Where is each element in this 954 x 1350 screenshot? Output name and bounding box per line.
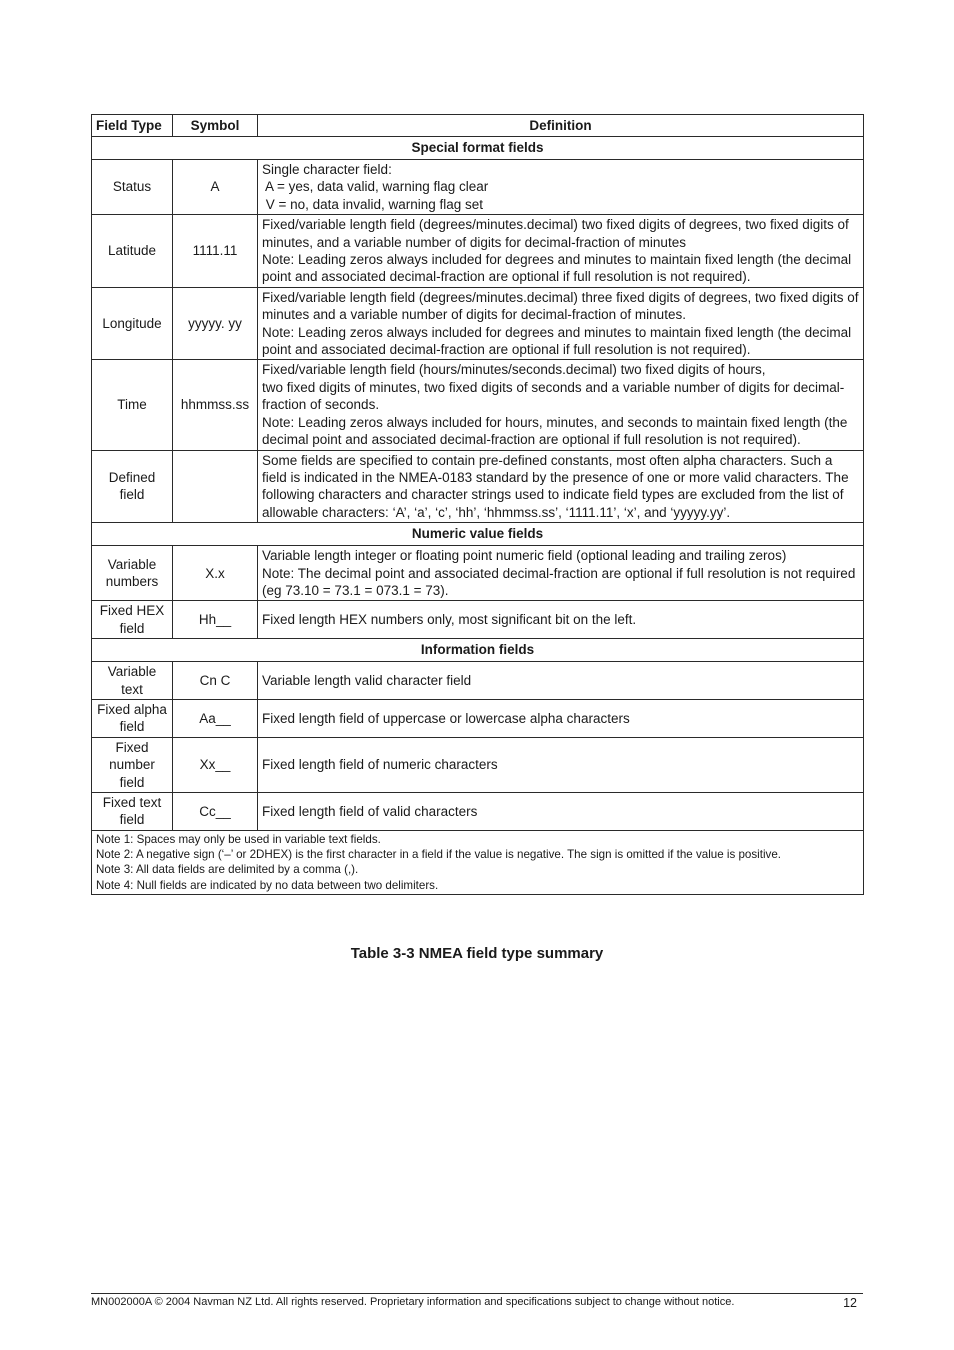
definition-line: two fixed digits of minutes, two fixed digits of seconds and a variable number of digits for decimal-fraction of seconds.: [262, 379, 845, 413]
definition-cell: [258, 160, 864, 215]
table-row: [92, 601, 864, 639]
table-header-row: [92, 115, 864, 137]
notes-row: [92, 830, 864, 894]
definition-cell: [258, 601, 864, 639]
symbol-cell: 1111.11: [173, 215, 258, 288]
table-row: [92, 160, 864, 215]
symbol-cell: X.x: [173, 546, 258, 601]
section-row-information: [92, 639, 864, 662]
definition-line: Fixed length field of valid characters: [262, 803, 478, 819]
definition-line: Note: Leading zeros always included for degrees and minutes to maintain fixed length (the decimal point and associated decimal-fraction are optional if full resolution is not required).: [262, 324, 852, 358]
definition-line: Some fields are specified to contain pre-defined constants, most often alpha characters. Such a field is indicated in the NMEA-0183 standard by the presence of one or more valid characters. The following characters and character strings used to indicate field types are excluded from the list of allowable characters: ‘A’, ‘a’, ‘c’, ‘hh’, ‘hhmmss.ss’, ‘1111.11’, ‘x’, and ‘yyyyy.yy’.: [262, 452, 849, 520]
symbol-cell: hhmmss.ss: [173, 360, 258, 450]
definition-cell: [258, 360, 864, 450]
symbol-cell: yyyyy. yy: [173, 287, 258, 360]
definition-line: V = no, data invalid, warning flag set: [262, 196, 484, 212]
table-row: [92, 450, 864, 523]
section-row-special: [92, 137, 864, 160]
table-caption: Table 3-3 NMEA field type summary: [350, 945, 604, 962]
section-row-numeric: [92, 523, 864, 546]
definition-line: Variable length integer or floating point numeric field (optional leading and trailing zeros): [262, 548, 787, 564]
definition-cell: [258, 662, 864, 700]
definition-line: Fixed length field of uppercase or lowercase alpha characters: [262, 710, 630, 726]
field-type-cell: Status: [92, 160, 173, 215]
definition-line: Fixed/variable length field (degrees/minutes.decimal) two fixed digits of degrees, two fixed digits of minutes, and a variable number of digits for decimal-fraction of minutes: [262, 217, 849, 250]
field-type-cell: Defined field: [92, 450, 173, 523]
symbol-cell: Aa__: [173, 699, 258, 737]
definition-cell: [258, 699, 864, 737]
table-row: [92, 737, 864, 792]
definition-line: Note: The decimal point and associated decimal-fraction are optional if full resolution is not required (eg 73.10 = 73.1 = 073.1 = 73).: [262, 565, 856, 598]
table-row: [92, 699, 864, 737]
header-symbol: Symbol: [173, 115, 258, 137]
symbol-cell: Xx__: [173, 737, 258, 792]
definition-cell: [258, 450, 864, 523]
footer-divider: [91, 1293, 863, 1294]
header-field-type: Field Type: [92, 115, 173, 137]
definition-cell: [258, 793, 864, 831]
field-type-cell: Latitude: [92, 215, 173, 288]
definition-line: A = yes, data valid, warning flag clear: [262, 179, 489, 195]
field-type-cell: Fixed number field: [92, 737, 173, 792]
definition-line: Single character field:: [262, 162, 392, 177]
symbol-cell: [173, 450, 258, 523]
definition-line: Fixed/variable length field (hours/minutes/seconds.decimal) two fixed digits of hours,: [262, 362, 766, 378]
page-number: 12: [843, 1296, 857, 1310]
table-row: [92, 360, 864, 450]
symbol-cell: A: [173, 160, 258, 215]
section-heading: Special format fields: [92, 137, 864, 160]
field-type-cell: Fixed HEX field: [92, 601, 173, 639]
field-type-cell: Time: [92, 360, 173, 450]
footer-copyright: MN002000A © 2004 Navman NZ Ltd. All rights reserved. Proprietary information and specifications subject to change without notice.: [91, 1296, 735, 1308]
definition-line: Fixed/variable length field (degrees/minutes.decimal) three fixed digits of degrees, two fixed digits of minutes and a variable number of digits for decimal-fraction of minutes.: [262, 289, 859, 323]
field-type-cell: Fixed text field: [92, 793, 173, 831]
definition-cell: [258, 737, 864, 792]
note-line: Note 4: Null fields are indicated by no data between two delimiters.: [96, 878, 439, 892]
definition-line: Note: Leading zeros always included for hours, minutes, and seconds to maintain fixed length (the decimal point and associated decimal-fraction are optional if full resolution is not required).: [262, 414, 848, 448]
table-row: [92, 546, 864, 601]
definition-line: Note: Leading zeros always included for degrees and minutes to maintain fixed length (the decimal point and associated decimal-fraction are optional if full resolution is not required).: [262, 252, 852, 285]
field-type-cell: Longitude: [92, 287, 173, 360]
table-row: [92, 287, 864, 360]
note-line: Note 1: Spaces may only be used in variable text fields.: [96, 832, 381, 846]
symbol-cell: Cn C: [173, 662, 258, 700]
definition-cell: [258, 546, 864, 601]
field-type-cell: Fixed alpha field: [92, 699, 173, 737]
field-type-cell: Variable text: [92, 662, 173, 700]
symbol-cell: Hh__: [173, 601, 258, 639]
table-row: [92, 793, 864, 831]
section-heading: Numeric value fields: [92, 523, 864, 546]
nmea-field-type-table: [91, 114, 864, 895]
section-heading: Information fields: [92, 639, 864, 662]
field-type-cell: Variable numbers: [92, 546, 173, 601]
note-line: Note 3: All data fields are delimited by a comma (,).: [96, 863, 359, 877]
definition-cell: [258, 215, 864, 288]
symbol-cell: Cc__: [173, 793, 258, 831]
definition-line: Variable length valid character field: [262, 672, 472, 688]
definition-line: Fixed length HEX numbers only, most significant bit on the left.: [262, 612, 637, 628]
notes-cell: [92, 830, 864, 894]
definition-line: Fixed length field of numeric characters: [262, 757, 498, 773]
header-definition: Definition: [258, 115, 864, 137]
note-line: Note 2: A negative sign (‘–’ or 2DHEX) is the first character in a field if the value is negative. The sign is omitted if the value is positive.: [96, 848, 782, 862]
definition-cell: [258, 287, 864, 360]
table-row: [92, 215, 864, 288]
table-row: [92, 662, 864, 700]
